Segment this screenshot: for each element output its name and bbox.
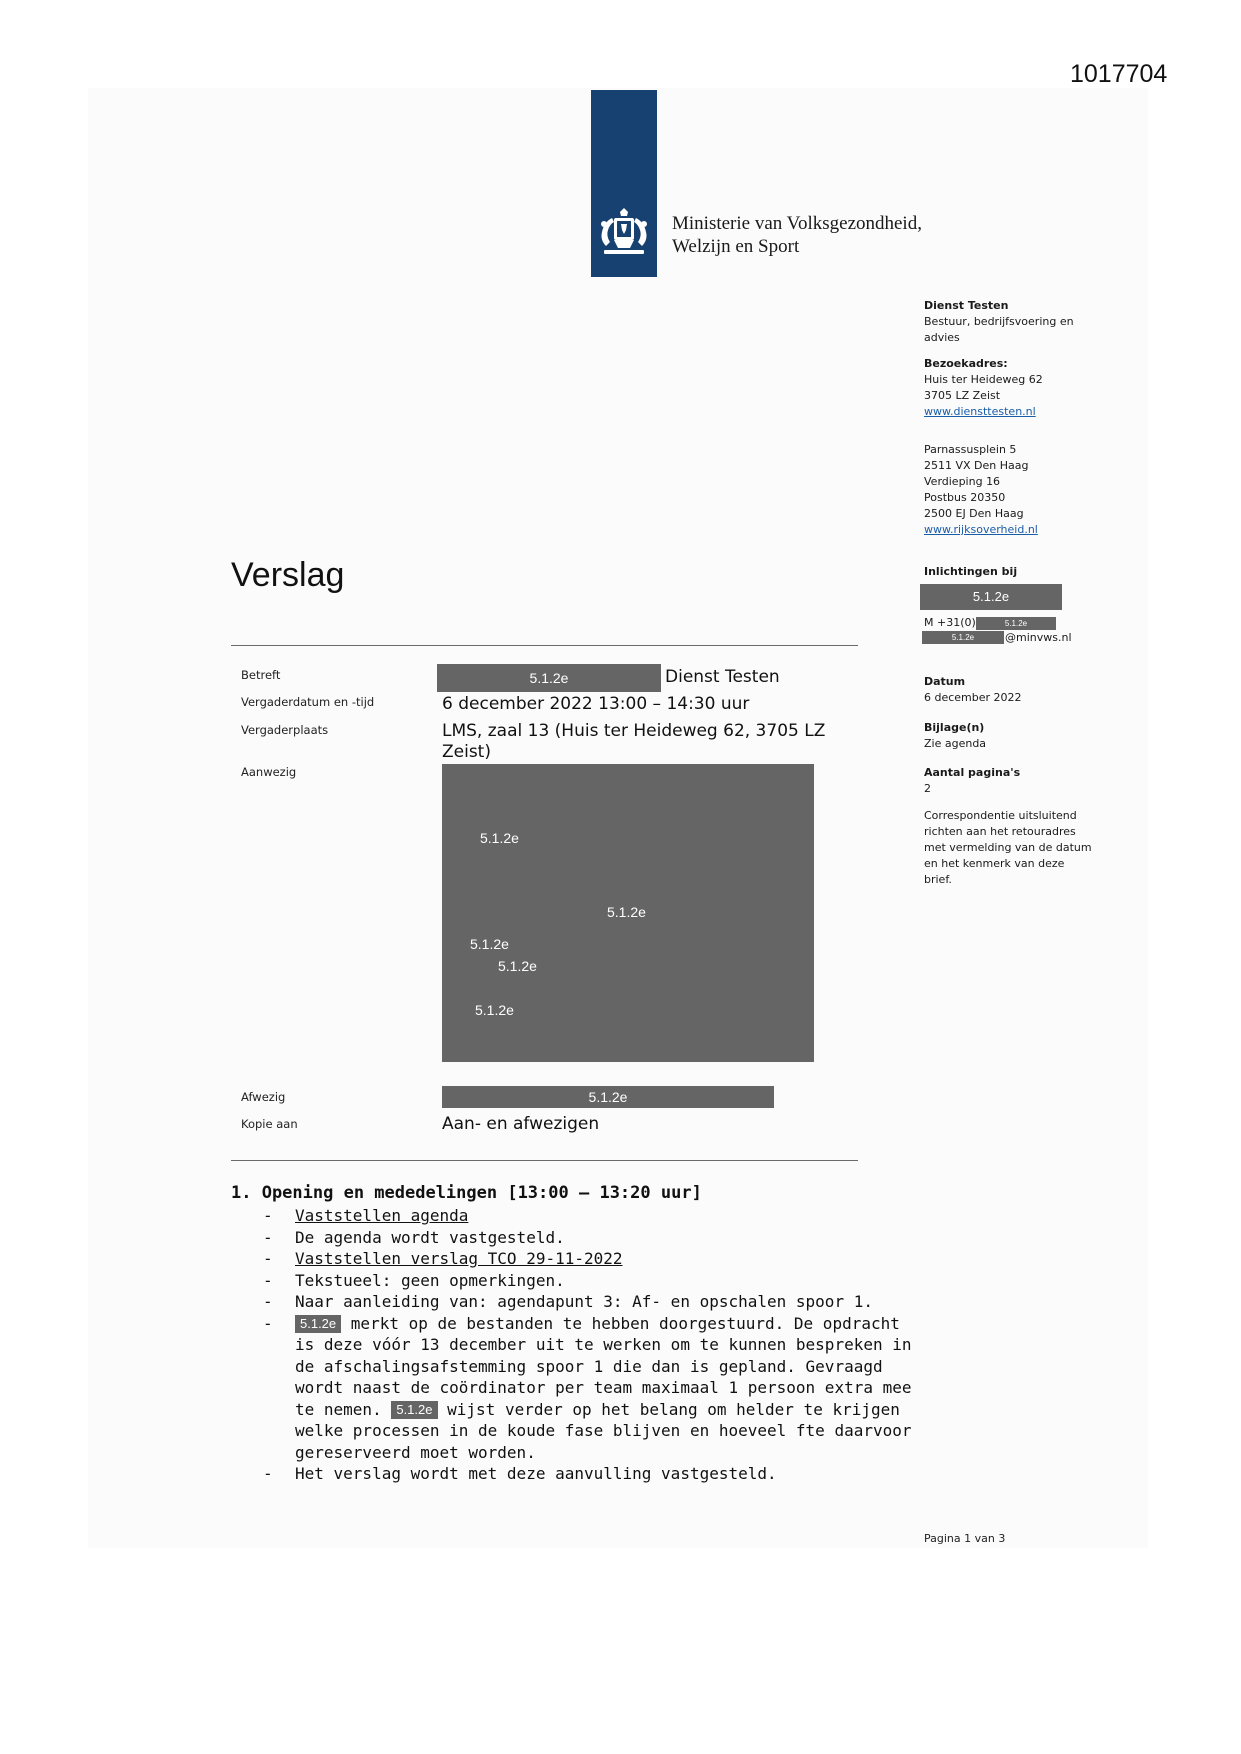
dash-marker: - xyxy=(263,1313,273,1333)
datum-title: Datum xyxy=(924,675,966,688)
aanwezig-redaction-block xyxy=(442,764,814,1062)
dash-marker: - xyxy=(263,1464,273,1483)
ministry-name-line2: Welzijn en Sport xyxy=(672,236,800,257)
dienst-sub-line2: advies xyxy=(924,331,960,344)
list-item xyxy=(263,1463,923,1485)
afwezig-redaction: 5.1.2e xyxy=(442,1086,774,1108)
postadres-line2: 2511 VX Den Haag xyxy=(924,459,1029,472)
phone-prefix: M +31(0) xyxy=(924,616,976,629)
note-line2: richten aan het retouradres xyxy=(924,825,1076,838)
sidebar-postadres xyxy=(924,442,1134,538)
sidebar-bezoekadres xyxy=(924,356,1134,420)
item-text: De agenda wordt vastgesteld. xyxy=(295,1227,565,1247)
dash-marker: - xyxy=(263,1227,273,1247)
vergaderplaats-value xyxy=(442,721,825,763)
bijlage-value: Zie agenda xyxy=(924,737,987,750)
dash-marker: - xyxy=(263,1292,273,1311)
bijlage-title: Bijlage(n) xyxy=(924,721,985,734)
dash-marker: - xyxy=(263,1249,273,1268)
email-suffix: @minvws.nl xyxy=(1005,631,1072,644)
phone-redaction: 5.1.2e xyxy=(976,617,1056,630)
aanwezig-redaction-5: 5.1.2e xyxy=(475,1002,514,1018)
inlichtingen-title-block xyxy=(924,564,1134,580)
section-title: 1. Opening en mededelingen [13:00 – 13:20 uur] xyxy=(231,1183,702,1203)
item-text: Vaststellen verslag TCO 29-11-2022 xyxy=(295,1249,623,1268)
item-text: wijst verder op het belang om helder te krijgen welke processen in de koude fase blijven en hoeveel fte daarvoor gereserveerd moet worden. xyxy=(295,1399,912,1462)
vergaderdatum-label: Vergaderdatum en -tijd xyxy=(241,695,375,709)
document-number: 1017704 xyxy=(1070,60,1168,88)
dienst-title: Dienst Testen xyxy=(924,299,1009,312)
paginas-title: Aantal pagina's xyxy=(924,766,1021,779)
postadres-line4: Postbus 20350 xyxy=(924,491,1006,504)
aanwezig-redaction-3: 5.1.2e xyxy=(470,936,509,952)
aanwezig-redaction-4: 5.1.2e xyxy=(498,958,537,974)
sidebar-dienst xyxy=(924,298,1134,346)
rijksoverheid-link[interactable]: www.rijksoverheid.nl xyxy=(924,523,1038,536)
sidebar-paginas xyxy=(924,765,1134,797)
vergaderdatum-value: 6 december 2022 13:00 – 14:30 uur xyxy=(442,694,750,714)
sidebar-datum xyxy=(924,674,1134,706)
list-item xyxy=(263,1291,923,1313)
kopie-label: Kopie aan xyxy=(241,1117,298,1131)
bezoekadres-line1: Huis ter Heideweg 62 xyxy=(924,373,1043,386)
inline-redaction: 5.1.2e xyxy=(391,1401,437,1419)
dash-marker: - xyxy=(263,1270,273,1290)
note-line5: brief. xyxy=(924,873,952,886)
item-text: Het verslag wordt met deze aanvulling vastgesteld. xyxy=(295,1464,777,1483)
list-item xyxy=(263,1313,923,1464)
section-items xyxy=(263,1205,923,1485)
dash-marker: - xyxy=(263,1206,273,1225)
postadres-line1: Parnassusplein 5 xyxy=(924,443,1017,456)
list-item xyxy=(263,1248,923,1270)
vergaderplaats-label: Vergaderplaats xyxy=(241,723,329,737)
sidebar-bijlage xyxy=(924,720,1134,752)
inlichtingen-redaction: 5.1.2e xyxy=(920,584,1062,610)
ministry-logo-bar xyxy=(591,90,657,277)
item-text: Tekstueel: geen opmerkingen. xyxy=(295,1270,565,1290)
ministry-name-line1: Ministerie van Volksgezondheid, xyxy=(672,213,922,234)
diensttesten-link[interactable]: www.diensttesten.nl xyxy=(924,405,1036,418)
meta-divider xyxy=(231,1160,858,1161)
note-line4: en het kenmerk van deze xyxy=(924,857,1065,870)
aanwezig-redaction-1: 5.1.2e xyxy=(480,830,519,846)
betreft-value: Dienst Testen xyxy=(665,667,780,687)
aanwezig-redaction-2: 5.1.2e xyxy=(607,904,646,920)
vergaderplaats-line1: LMS, zaal 13 (Huis ter Heideweg 62, 3705 LZ xyxy=(442,721,826,741)
inlichtingen-title: Inlichtingen bij xyxy=(924,565,1018,578)
note-line1: Correspondentie uitsluitend xyxy=(924,809,1077,822)
ministry-name xyxy=(672,212,922,258)
header-divider xyxy=(231,645,858,646)
postadres-line3: Verdieping 16 xyxy=(924,475,1001,488)
paginas-value: 2 xyxy=(924,782,931,795)
bezoekadres-line2: 3705 LZ Zeist xyxy=(924,389,1001,402)
page-footer: Pagina 1 van 3 xyxy=(924,1532,1006,1545)
list-item xyxy=(263,1205,923,1227)
betreft-label: Betreft xyxy=(241,668,281,682)
vergaderplaats-line2: Zeist) xyxy=(442,742,491,762)
item-text: Naar aanleiding van: agendapunt 3: Af- en opschalen spoor 1. xyxy=(295,1292,873,1311)
bezoekadres-title: Bezoekadres: xyxy=(924,357,1008,370)
page-title: Verslag xyxy=(231,556,345,594)
note-line3: met vermelding van de datum xyxy=(924,841,1092,854)
kopie-value: Aan- en afwezigen xyxy=(442,1114,600,1134)
inline-redaction: 5.1.2e xyxy=(295,1315,341,1333)
aanwezig-label: Aanwezig xyxy=(241,765,297,779)
afwezig-label: Afwezig xyxy=(241,1090,286,1104)
coat-of-arms-icon xyxy=(594,208,654,260)
betreft-redaction: 5.1.2e xyxy=(437,664,661,692)
sidebar-note xyxy=(924,808,1134,888)
postadres-line5: 2500 EJ Den Haag xyxy=(924,507,1024,520)
item-text: Vaststellen agenda xyxy=(295,1206,469,1225)
email-redaction: 5.1.2e xyxy=(922,631,1004,644)
datum-value: 6 december 2022 xyxy=(924,691,1022,704)
list-item xyxy=(263,1227,923,1249)
item-text: merkt op de bestanden te hebben doorgestuurd. De opdracht is deze vóór 13 december uit te werken om te kunnen bespreken in de afschalingsafstemming spoor 1 die dan is gepland. Gevraagd wordt naast de coördinator per team maximaal 1 persoon extra mee te nemen. xyxy=(295,1313,912,1419)
list-item xyxy=(263,1270,923,1292)
dienst-sub-line1: Bestuur, bedrijfsvoering en xyxy=(924,315,1074,328)
